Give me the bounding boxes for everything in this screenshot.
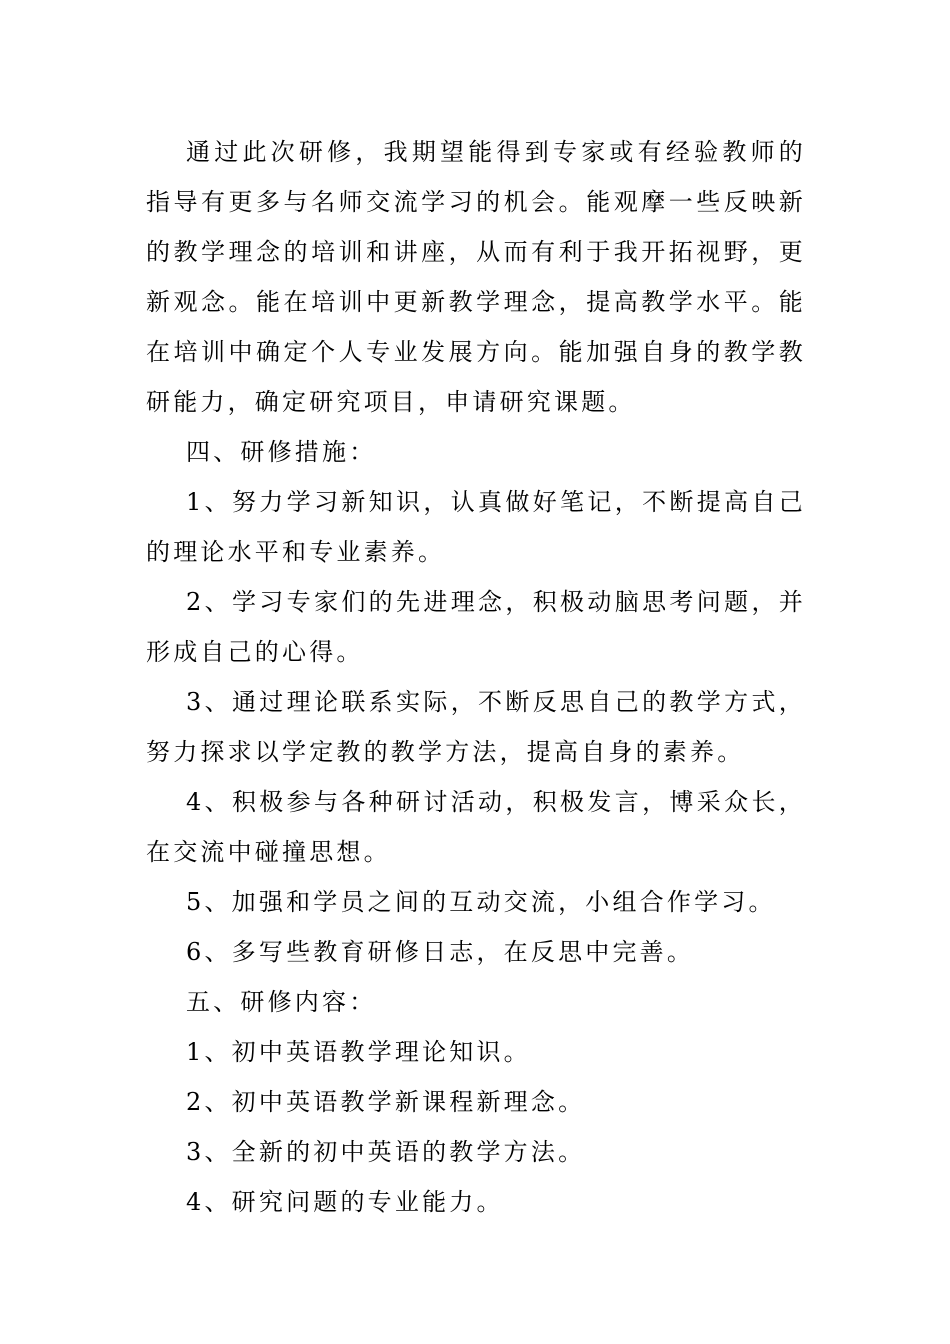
list-item-measure-5: 5、加强和学员之间的互动交流，小组合作学习。: [186, 888, 776, 916]
list-item-content-3: 3、全新的初中英语的教学方法。: [186, 1138, 586, 1166]
list-item-measure-6: 6、多写些教育研修日志，在反思中完善。: [186, 938, 695, 966]
list-item-measure-2: 2、学习专家们的先进理念，积极动脑思考问题，并形成自己的心得。: [146, 588, 806, 666]
paragraph-expectation: 通过此次研修，我期望能得到专家或有经验教师的指导有更多与名师交流学习的机会。能观摩一些反映新的教学理念的培训和讲座，从而有利于我开拓视野，更新观念。能在培训中更新教学理念，提高教学水平。能在培训中确定个人专业发展方向。能加强自身的教学教研能力，确定研究项目，申请研究课题。: [146, 138, 806, 416]
list-item-content-4: 4、研究问题的专业能力。: [186, 1188, 504, 1216]
list-item-content-2: 2、初中英语教学新课程新理念。: [186, 1088, 586, 1116]
list-item-measure-4: 4、积极参与各种研讨活动，积极发言，博采众长，在交流中碰撞思想。: [146, 788, 806, 866]
list-item-measure-1: 1、努力学习新知识，认真做好笔记，不断提高自己的理论水平和专业素养。: [146, 488, 806, 566]
list-item-content-1: 1、初中英语教学理论知识。: [186, 1038, 531, 1066]
list-item-measure-3: 3、通过理论联系实际，不断反思自己的教学方式，努力探求以学定教的教学方法，提高自身的素养。: [146, 688, 806, 766]
document-body: [146, 127, 806, 1227]
heading-measures: 四、研修措施：: [186, 438, 377, 466]
heading-content: 五、研修内容：: [186, 988, 377, 1016]
